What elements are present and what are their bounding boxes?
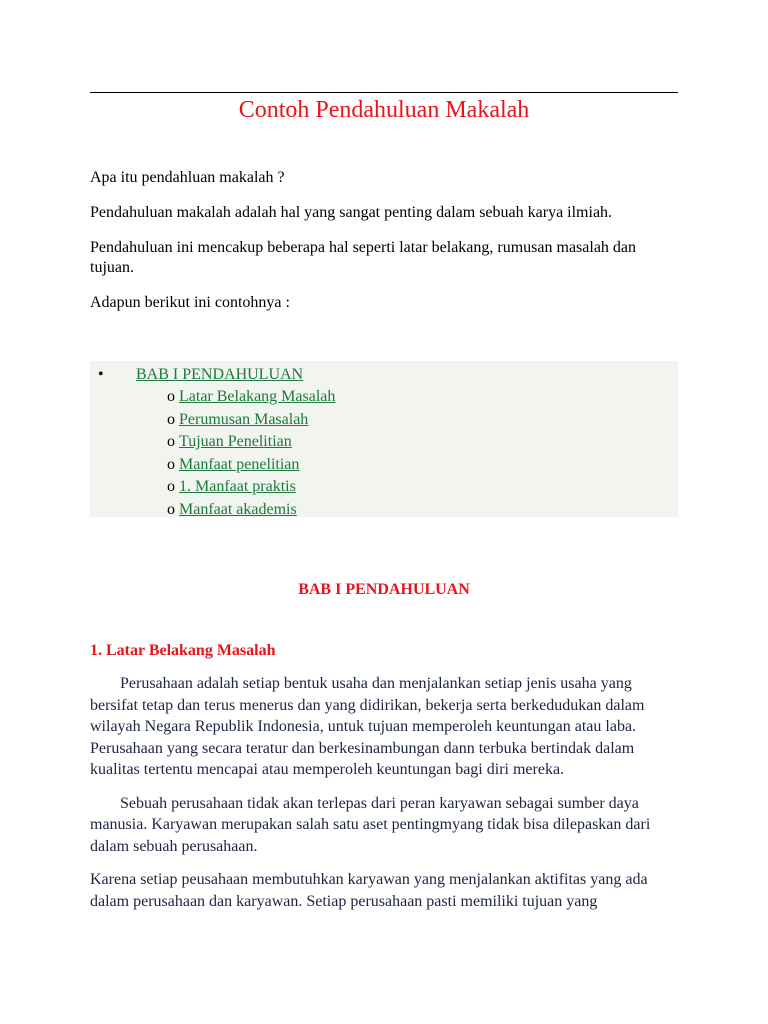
toc-sub-item [167,409,335,432]
body-text [90,673,680,924]
toc-link-manfaat-praktis[interactable]: 1. Manfaat praktis [179,478,296,495]
intro-question: Apa itu pendahluan makalah ? [90,169,285,186]
document-title: Contoh Pendahuluan Makalah [238,97,530,123]
toc-sub-item [167,386,335,409]
toc-sub-item [167,476,335,499]
toc-link-bab-1[interactable]: BAB I PENDAHULUAN [136,366,304,383]
intro-section [90,168,678,328]
circle-bullet-icon: o [167,388,175,405]
circle-bullet-icon: o [167,500,175,518]
toc-link-manfaat-penelitian[interactable]: Manfaat penelitian [179,455,300,473]
toc-link-manfaat-akademis[interactable]: Manfaat akademis [179,500,297,518]
toc-sub-item [167,499,335,522]
paragraph: Sebuah perusahaan tidak akan terlepas dari peran karyawan sebagai sumber daya manusia. Karyawan merupakan salah satu aset pentingmyang tidak bisa dilepaskan dari dalam sebuah perusahaan. [90,794,651,855]
paragraph: Perusahaan adalah setiap bentuk usaha dan menjalankan setiap jenis usaha yang bersifat tetap dan terus menerus dan yang didirikan, bekerja serta berkedudukan dalam wilayah Negara Republik Indonesia, untuk tujuan memperoleh keuntungan atau laba. Perusahaan yang secara teratur dan berkesinambungan dann terbuka bertindak dalam kualitas tertentu mencapai atau memperoleh keuntungan bagi diri mereka. [90,675,645,778]
circle-bullet-icon: o [167,433,175,450]
section-heading: BAB I PENDAHULUAN [298,581,470,598]
table-of-contents [90,361,678,517]
circle-bullet-icon: o [167,455,175,473]
toc-sub-item [167,431,335,454]
toc-link-tujuan-penelitian[interactable]: Tujuan Penelitian [179,433,292,450]
intro-example-lead: Adapun berikut ini contohnya : [90,294,290,311]
paragraph: Karena setiap peusahaan membutuhkan karyawan yang menjalankan aktifitas yang ada dalam perusahaan dan karyawan. Setiap perusahaan pasti memiliki tujuan yang [90,871,648,910]
circle-bullet-icon: o [167,478,175,495]
circle-bullet-icon: o [167,410,175,428]
subsection-heading: 1. Latar Belakang Masalah [90,642,276,659]
intro-definition: Pendahuluan makalah adalah hal yang sangat penting dalam sebuah karya ilmiah. [90,204,613,221]
intro-scope: Pendahuluan ini mencakup beberapa hal seperti latar belakang, rumusan masalah dan tujuan. [90,239,637,276]
top-divider [90,92,678,93]
bullet-icon: • [98,366,104,383]
toc-sub-item [167,454,335,477]
toc-link-perumusan-masalah[interactable]: Perumusan Masalah [179,410,309,428]
toc-sub-list [167,386,335,521]
toc-link-latar-belakang[interactable]: Latar Belakang Masalah [179,388,336,405]
